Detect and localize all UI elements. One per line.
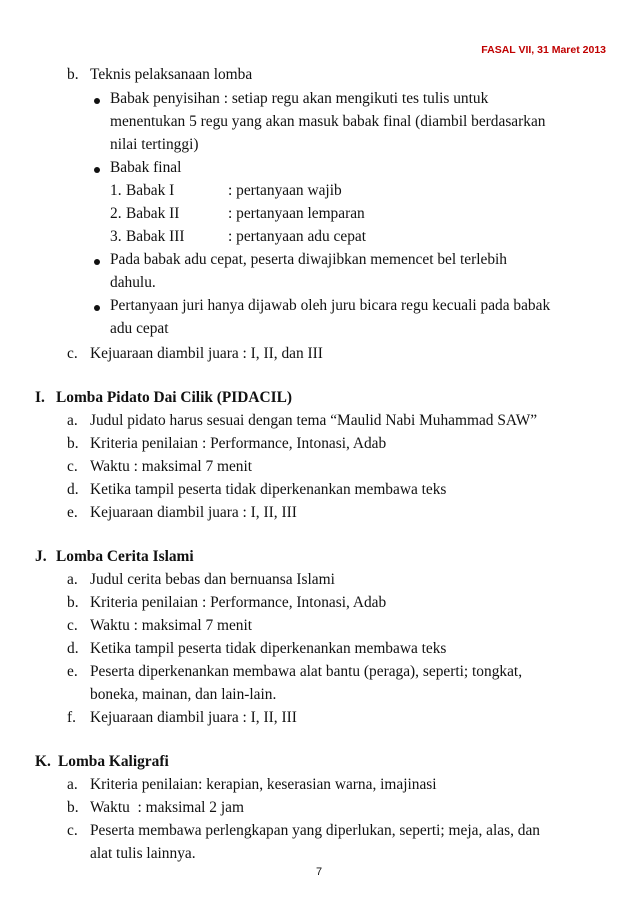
- list-item: Kejuaraan diambil juara : I, II, III: [90, 709, 297, 726]
- list-item: Waktu : maksimal 7 menit: [90, 458, 253, 475]
- item-c-text: Kejuaraan diambil juara : I, II, dan III: [90, 345, 323, 362]
- list-item: Peserta diperkenankan membawa alat bantu (peraga), seperti; tongkat,: [90, 663, 523, 680]
- round-name: Babak I: [126, 182, 175, 199]
- round-name: Babak III: [126, 228, 185, 245]
- list-item: Ketika tampil peserta tidak diperkenankan membawa teks: [90, 481, 447, 498]
- list-marker: c.: [67, 617, 78, 634]
- list-marker: a.: [67, 571, 78, 588]
- list-item: Ketika tampil peserta tidak diperkenankan membawa teks: [90, 640, 447, 657]
- list-marker: b.: [67, 799, 79, 816]
- bullet-icon: [94, 305, 100, 311]
- list-marker: d.: [67, 481, 79, 498]
- section-k-title: Lomba Kaligrafi: [58, 753, 169, 770]
- page-number: 7: [315, 866, 323, 878]
- list-marker: b.: [67, 435, 79, 452]
- list-marker: e.: [67, 504, 78, 521]
- round-number: 1.: [110, 182, 122, 199]
- bullet-icon: [94, 259, 100, 265]
- bullet-text: menentukan 5 regu yang akan masuk babak final (diambil berdasarkan: [110, 113, 546, 130]
- list-marker: f.: [67, 709, 76, 726]
- bullet-text: dahulu.: [110, 274, 156, 291]
- list-marker: d.: [67, 640, 79, 657]
- bullet-text: nilai tertinggi): [110, 136, 199, 153]
- bullet-text: adu cepat: [110, 320, 169, 337]
- section-k-marker: K.: [35, 753, 51, 770]
- list-marker: c.: [67, 458, 78, 475]
- list-marker: a.: [67, 776, 78, 793]
- list-item: Waktu : maksimal 2 jam: [90, 799, 244, 816]
- section-i-marker: I.: [35, 389, 45, 406]
- section-j-marker: J.: [35, 548, 47, 565]
- list-marker: b.: [67, 594, 79, 611]
- list-item: Kriteria penilaian : Performance, Intonasi, Adab: [90, 435, 387, 452]
- round-description: : pertanyaan wajib: [228, 182, 342, 199]
- list-item: Kriteria penilaian : Performance, Intonasi, Adab: [90, 594, 387, 611]
- round-name: Babak II: [126, 205, 180, 222]
- section-j-title: Lomba Cerita Islami: [56, 548, 194, 565]
- round-number: 2.: [110, 205, 122, 222]
- list-item: Judul pidato harus sesuai dengan tema “Maulid Nabi Muhammad SAW”: [90, 412, 538, 429]
- list-item: Kejuaraan diambil juara : I, II, III: [90, 504, 297, 521]
- item-b-marker: b.: [67, 66, 79, 83]
- round-description: : pertanyaan adu cepat: [228, 228, 367, 245]
- item-b-label: Teknis pelaksanaan lomba: [90, 66, 253, 83]
- list-marker: c.: [67, 822, 78, 839]
- section-i-title: Lomba Pidato Dai Cilik (PIDACIL): [56, 389, 293, 406]
- bullet-text: Babak penyisihan : setiap regu akan mengikuti tes tulis untuk: [110, 90, 489, 107]
- list-item: Waktu : maksimal 7 menit: [90, 617, 253, 634]
- bullet-text: Pertanyaan juri hanya dijawab oleh juru bicara regu kecuali pada babak: [110, 297, 551, 314]
- list-marker: e.: [67, 663, 78, 680]
- list-item: Kriteria penilaian: kerapian, keserasian warna, imajinasi: [90, 776, 437, 793]
- round-number: 3.: [110, 228, 122, 245]
- list-item: Judul cerita bebas dan bernuansa Islami: [90, 571, 335, 588]
- round-description: : pertanyaan lemparan: [228, 205, 365, 222]
- item-c-marker: c.: [67, 345, 78, 362]
- list-item: Peserta membawa perlengkapan yang diperlukan, seperti; meja, alas, dan: [90, 822, 541, 839]
- bullet-text: Pada babak adu cepat, peserta diwajibkan memencet bel terlebih: [110, 251, 507, 268]
- bullet-icon: [94, 98, 100, 104]
- bullet-text: Babak final: [110, 159, 182, 176]
- list-item-continuation: alat tulis lainnya.: [90, 845, 196, 862]
- page-header: FASAL VII, 31 Maret 2013: [481, 44, 606, 56]
- list-item-continuation: boneka, mainan, dan lain-lain.: [90, 686, 277, 703]
- list-marker: a.: [67, 412, 78, 429]
- bullet-icon: [94, 167, 100, 173]
